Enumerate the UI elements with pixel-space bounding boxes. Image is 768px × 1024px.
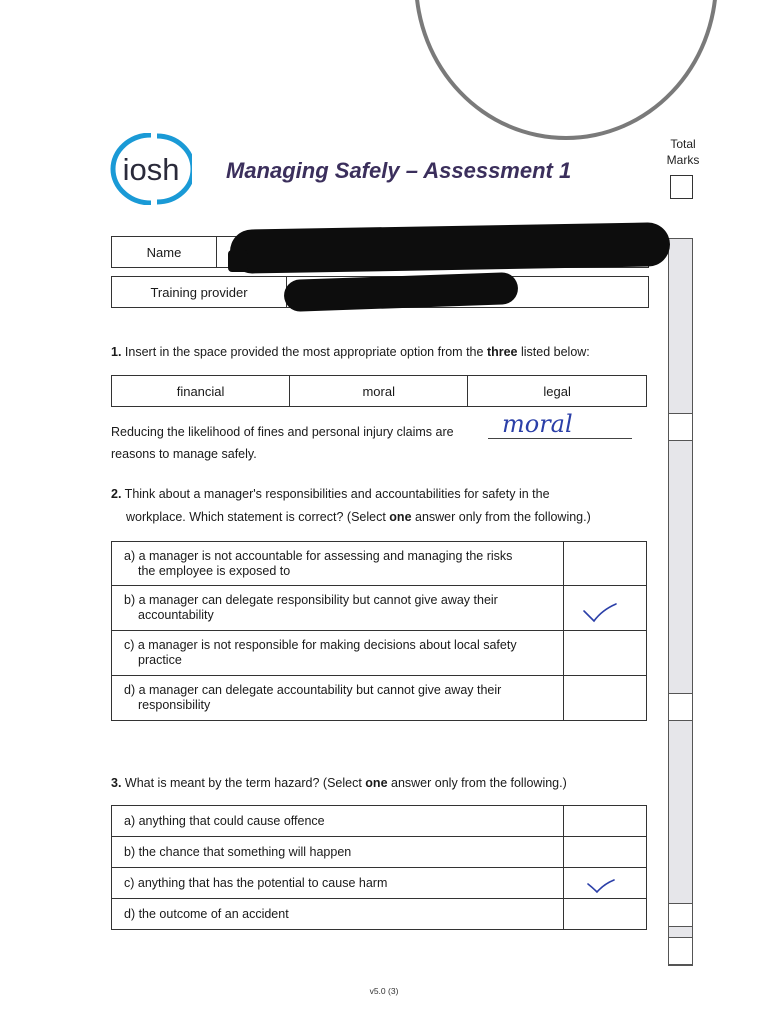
question-2-option-c [112,631,647,676]
question-3-text [111,773,567,793]
q3-option-a-text: a) anything that could cause offence [112,806,564,837]
q3-option-d-text: d) the outcome of an accident [112,899,564,930]
option-a-checkbox[interactable] [564,542,647,586]
question-2-text: Think about a manager's responsibilities and accountabilities for safety in the [121,487,550,501]
option-a-line2: the employee is exposed to [138,563,291,578]
question-2-line2 [126,507,591,527]
option-legal: legal [468,376,647,407]
question-1-sentence-line2: reasons to manage safely. [111,447,257,461]
option-c-line2: practice [138,653,182,667]
question-2-emphasis: one [389,510,412,524]
question-3-number: 3. [111,776,122,790]
question-3-option-d [112,899,647,930]
marks-cell-extra[interactable] [669,937,692,965]
logo-text: iosh [122,152,180,187]
total-label-line1: Total [670,137,696,151]
checkmark-icon [564,868,646,899]
name-redaction [230,222,671,274]
option-b-line2: accountability [138,608,214,622]
q3-option-c-checkbox[interactable] [564,868,647,899]
question-3-option-b [112,837,647,868]
question-3-option-a [112,806,647,837]
question-2-line2-tail: answer only from the following.) [411,510,591,524]
question-1-tail: listed below: [517,345,590,359]
stamp-circle [414,0,718,140]
question-2-line1 [111,484,550,504]
option-a-text [112,542,564,586]
total-marks-label [658,136,708,168]
option-c-text [112,631,564,676]
option-c-line1: c) a manager is not responsible for making decisions about local safety [124,638,517,652]
question-1-number: 1. [111,345,122,359]
question-3-emphasis: one [365,776,388,790]
question-3-tail: answer only from the following.) [387,776,567,790]
q3-option-b-checkbox[interactable] [564,837,647,868]
training-provider-label: Training provider [112,277,287,308]
question-2-options [111,541,647,721]
question-1-sentence-line1: Reducing the likelihood of fines and personal injury claims are [111,425,454,439]
option-d-checkbox[interactable] [564,676,647,721]
q3-option-c-text: c) anything that has the potential to cause harm [112,868,564,899]
checkmark-icon [564,586,646,631]
marks-cell-q3[interactable] [669,903,692,927]
option-financial: financial [112,376,290,407]
q3-option-d-checkbox[interactable] [564,899,647,930]
option-a-line1: a) a manager is not accountable for assessing and managing the risks [124,548,513,563]
option-b-text [112,586,564,631]
option-d-text [112,676,564,721]
q3-option-a-checkbox[interactable] [564,806,647,837]
option-d-line2: responsibility [138,698,211,712]
handwritten-answer[interactable]: moral [502,410,573,438]
question-1-lead: Insert in the space provided the most appropriate option from the [121,345,487,359]
question-3-lead: What is meant by the term hazard? (Select [121,776,366,790]
total-label-line2: Marks [666,153,700,167]
option-moral: moral [290,376,468,407]
name-redaction-tail [228,250,248,272]
question-2-option-b [112,586,647,631]
iosh-logo [110,133,192,205]
option-b-checkbox[interactable] [564,586,647,631]
option-c-checkbox[interactable] [564,631,647,676]
answer-line [488,438,632,439]
question-1-emphasis: three [486,345,518,359]
total-marks-box[interactable] [670,175,693,199]
marks-cell-q1[interactable] [669,413,692,441]
question-2-option-a [112,542,647,586]
option-b-line1: b) a manager can delegate responsibility but cannot give away their [124,593,498,607]
marks-column [668,238,693,966]
name-label: Name [112,237,217,268]
question-2-line2-lead: workplace. Which statement is correct? (Select [126,510,390,524]
option-d-line1: d) a manager can delegate accountability but cannot give away their [124,683,502,697]
q3-option-b-text: b) the chance that something will happen [112,837,564,868]
question-2-number: 2. [111,487,122,501]
question-1-options [111,375,647,407]
question-3-option-c [112,868,647,899]
question-3-options [111,805,647,930]
title-main: Managing Safely [226,158,400,183]
marks-cell-q2[interactable] [669,693,692,721]
question-2-option-d [112,676,647,721]
title-suffix: – Assessment 1 [399,158,572,183]
page-title [226,158,571,184]
version-label: v5.0 (3) [369,986,399,996]
question-1-text [111,342,590,362]
